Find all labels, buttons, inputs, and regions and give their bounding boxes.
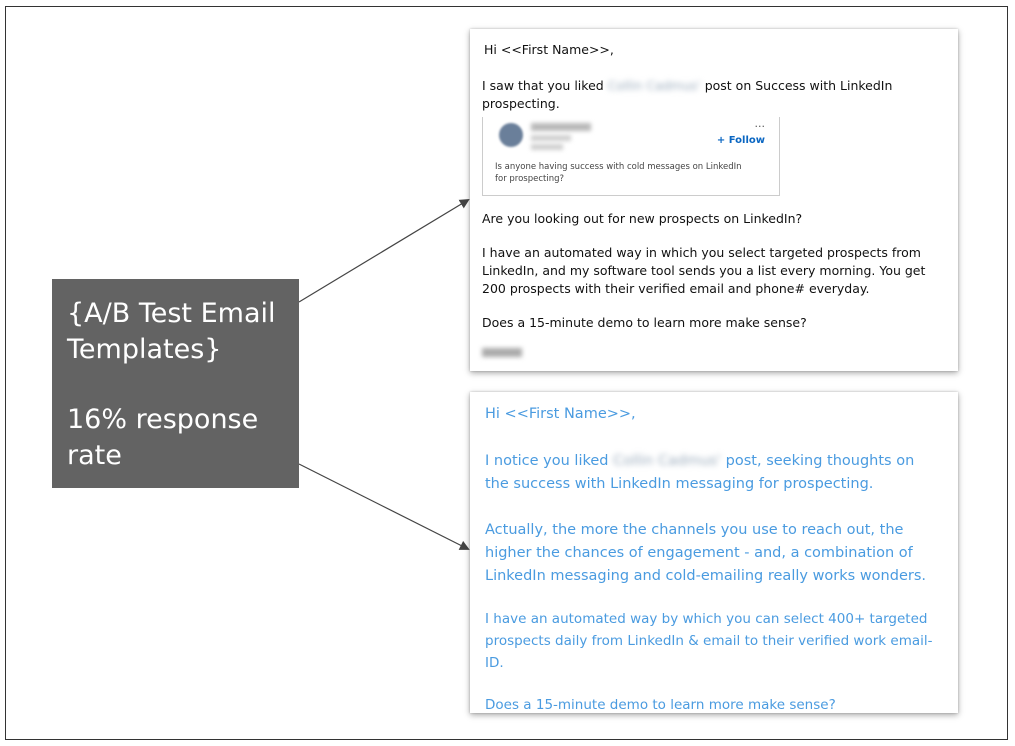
email-a-greeting: Hi <<First Name>>, (484, 42, 614, 57)
linkedin-post-embed (482, 117, 780, 196)
email-a-cta: Does a 15-minute demo to learn more make sense? (482, 315, 807, 330)
label-line-3: 16% response (67, 404, 259, 435)
email-b-cta: Does a 15-minute demo to learn more make sense? (485, 697, 836, 713)
email-b-blurred-name: Collin Cadmus' (613, 453, 722, 469)
more-options-icon[interactable]: ... (754, 117, 765, 130)
email-a-blurred-name: Collin Cadmus' (607, 78, 701, 93)
arrow-to-email-b (299, 464, 468, 549)
email-template-b (470, 392, 958, 713)
email-a-signature (482, 348, 522, 357)
email-b-greeting: Hi <<First Name>>, (485, 406, 636, 422)
email-b-paragraph-3: I have an automated way by which you can select 400+ targeted prospects daily from LinkedIn & email to their verified work email-ID. (485, 611, 933, 671)
arrow-to-email-a (299, 200, 468, 302)
email-a-body: I have an automated way in which you select targeted prospects from LinkedIn, and my software tool sends you a list every morning. You get 200 prospects with their verified email and phone# everyday. (482, 245, 926, 296)
label-line-4: rate (67, 440, 122, 471)
label-line-1: {A/B Test Email (67, 298, 276, 329)
email-b-paragraph-1: I notice you liked Collin Cadmus' post, seeking thoughts on the success with LinkedIn messaging for prospecting. (485, 453, 915, 492)
post-author-name (531, 123, 591, 131)
email-a-intro: I saw that you liked Collin Cadmus' post on Success with LinkedIn prospecting. (482, 78, 893, 111)
email-a-question: Are you looking out for new prospects on LinkedIn? (482, 211, 803, 226)
follow-button[interactable]: + Follow (716, 135, 765, 146)
ab-test-label (52, 279, 299, 488)
avatar (499, 123, 523, 147)
email-template-a (470, 29, 958, 371)
email-b-paragraph-2: Actually, the more the channels you use to reach out, the higher the chances of engagement - and, a combination of LinkedIn messaging and cold-emailing really works wonders. (485, 522, 926, 584)
post-text: Is anyone having success with cold messages on LinkedIn for prospecting? (495, 162, 742, 184)
label-line-2: Templates} (67, 334, 222, 365)
